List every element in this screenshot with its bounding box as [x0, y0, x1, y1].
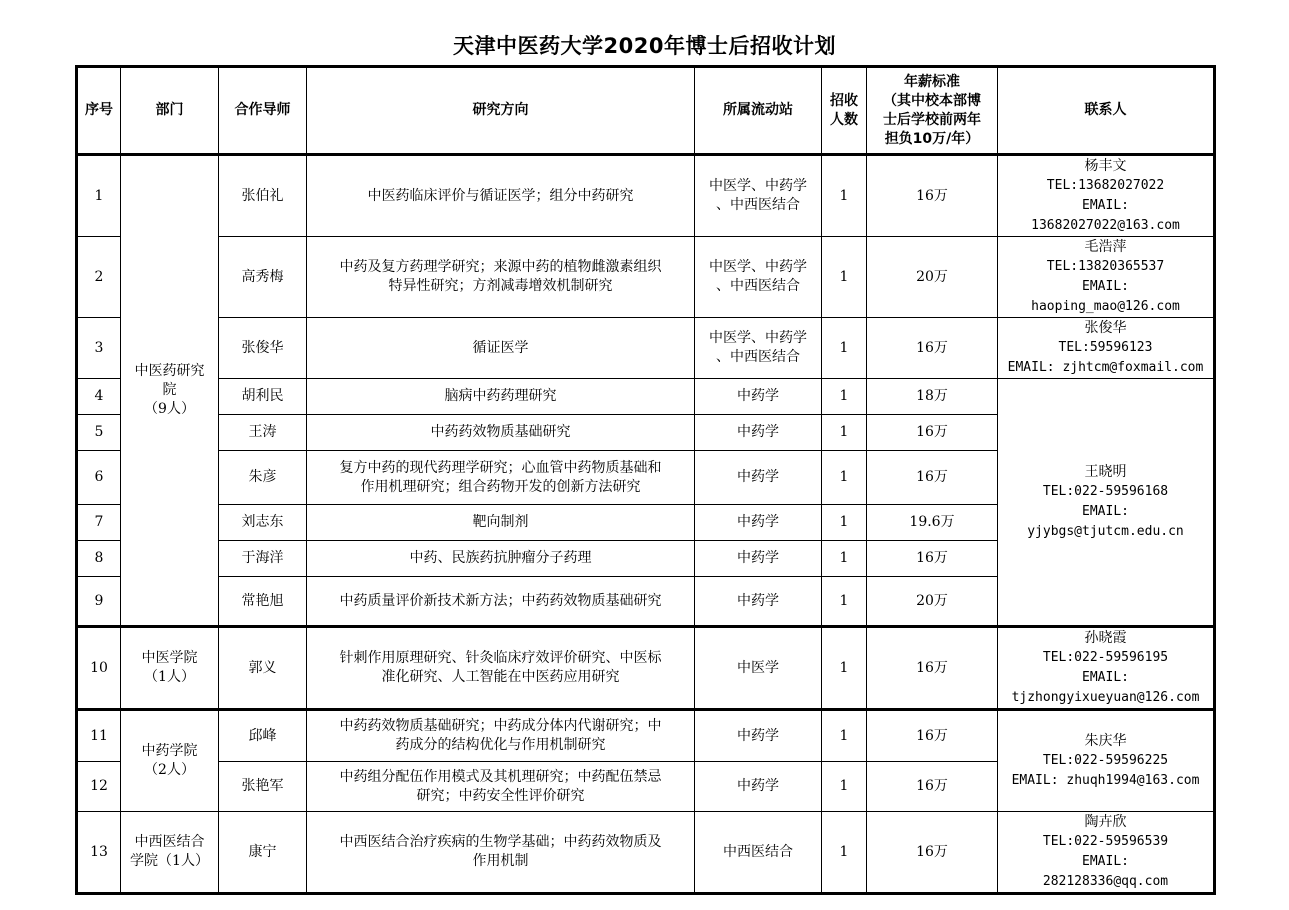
advisor-cell: 高秀梅 — [219, 237, 307, 318]
contact-tel: TEL:022-59596539 — [1042, 834, 1169, 849]
contact-tel: TEL:59596123 — [1058, 340, 1153, 355]
header-row — [77, 67, 1215, 155]
direction-line: 中药药效物质基础研究；中药成分体内代谢研究；中 — [339, 718, 662, 734]
research-direction-cell: 脑病中药药理研究 — [307, 379, 695, 415]
station-cell: 中药学 — [695, 505, 822, 541]
count-cell: 1 — [822, 237, 867, 318]
contact-name: 毛浩萍 — [1084, 239, 1127, 255]
table-row — [77, 627, 1215, 710]
count-cell: 1 — [822, 710, 867, 762]
contact-email[interactable]: yjybgs@tjutcm.edu.cn — [1027, 524, 1184, 539]
contact-email[interactable]: haoping_mao@126.com — [1031, 299, 1180, 314]
contact-cell — [998, 318, 1215, 379]
station-cell: 中药学 — [695, 415, 822, 451]
contact-cell — [998, 812, 1215, 894]
contact-email[interactable]: tjzhongyixueyuan@126.com — [1011, 690, 1200, 705]
row-index: 10 — [77, 627, 121, 710]
header-advisor: 合作导师 — [219, 67, 307, 155]
station-cell: 中药学 — [695, 762, 822, 812]
station-cell: 中药学 — [695, 710, 822, 762]
contact-tel: TEL:13820365537 — [1046, 259, 1165, 274]
direction-line: 针刺作用原理研究、针灸临床疗效评价研究、中医标 — [339, 650, 662, 666]
advisor-cell: 朱彦 — [219, 451, 307, 505]
department-line: 中药学院 — [141, 743, 198, 759]
count-cell: 1 — [822, 451, 867, 505]
research-direction-cell: 中药质量评价新技术新方法；中药药效物质基础研究 — [307, 577, 695, 627]
contact-name: 孙晓霞 — [1084, 630, 1127, 646]
recruitment-table — [75, 65, 1216, 895]
contact-email[interactable]: 282128336@qq.com — [1042, 874, 1169, 889]
advisor-cell: 张俊华 — [219, 318, 307, 379]
station-line: 中医学、中药学 — [709, 259, 807, 275]
row-index: 3 — [77, 318, 121, 379]
department-cell — [121, 155, 219, 627]
salary-cell: 16万 — [867, 155, 998, 237]
research-direction-cell — [307, 451, 695, 505]
contact-email[interactable]: EMAIL: zjhtcm@foxmail.com — [1007, 360, 1204, 375]
department-cell — [121, 710, 219, 812]
count-cell: 1 — [822, 415, 867, 451]
department-line: （1人） — [144, 669, 195, 685]
research-direction-cell: 中药、民族药抗肿瘤分子药理 — [307, 541, 695, 577]
row-index: 6 — [77, 451, 121, 505]
direction-line: 中药及复方药理学研究；来源中药的植物雌激素组织 — [339, 259, 662, 275]
direction-line: 中西医结合治疗疾病的生物学基础；中药药效物质及 — [339, 834, 662, 850]
header-count-line: 招收 — [830, 92, 858, 109]
contact-tel: TEL:022-59596168 — [1042, 484, 1169, 499]
department-line: （2人） — [144, 762, 195, 778]
salary-cell: 16万 — [867, 415, 998, 451]
department-cell — [121, 812, 219, 894]
count-cell: 1 — [822, 318, 867, 379]
station-cell: 中药学 — [695, 541, 822, 577]
direction-line: 药成分的结构优化与作用机制研究 — [395, 737, 606, 753]
salary-cell: 16万 — [867, 812, 998, 894]
header-salary-line: 担负10万/年） — [884, 130, 980, 147]
station-cell: 中西医结合 — [695, 812, 822, 894]
department-line: 中医药研究 — [134, 363, 205, 379]
direction-line: 特异性研究；方剂减毒增效机制研究 — [388, 278, 613, 294]
count-cell: 1 — [822, 379, 867, 415]
header-contact: 联系人 — [998, 67, 1215, 155]
row-index: 2 — [77, 237, 121, 318]
row-index: 7 — [77, 505, 121, 541]
header-salary-line: 士后学校前两年 — [883, 111, 981, 128]
direction-line: 循证医学 — [472, 339, 529, 356]
department-line: （9人） — [144, 401, 195, 417]
research-direction-cell — [307, 710, 695, 762]
header-count — [822, 67, 867, 155]
contact-cell — [998, 379, 1215, 627]
advisor-cell: 于海洋 — [219, 541, 307, 577]
direction-line: 中医药临床评价与循证医学；组分中药研究 — [367, 187, 634, 204]
direction-line: 复方中药的现代药理学研究；心血管中药物质基础和 — [339, 459, 662, 476]
salary-cell: 16万 — [867, 710, 998, 762]
contact-email-label: EMAIL: — [1082, 504, 1129, 519]
contact-email[interactable]: 13682027022@163.com — [1031, 218, 1180, 233]
count-cell: 1 — [822, 577, 867, 627]
contact-cell — [998, 237, 1215, 318]
contact-tel: TEL:13682027022 — [1046, 178, 1165, 193]
direction-line: 研究；中药安全性评价研究 — [416, 787, 585, 804]
row-index: 4 — [77, 379, 121, 415]
station-cell: 中药学 — [695, 379, 822, 415]
research-direction-cell — [307, 237, 695, 318]
header-department: 部门 — [121, 67, 219, 155]
contact-name: 王晓明 — [1084, 464, 1127, 480]
table-row — [77, 155, 1215, 237]
contact-cell — [998, 627, 1215, 710]
contact-email-label: EMAIL: — [1082, 198, 1129, 213]
header-salary-line: （其中校本部博 — [883, 92, 981, 109]
direction-line: 作用机制 — [472, 853, 529, 869]
header-research-direction: 研究方向 — [307, 67, 695, 155]
row-index: 8 — [77, 541, 121, 577]
advisor-cell: 胡利民 — [219, 379, 307, 415]
header-index: 序号 — [77, 67, 121, 155]
contact-tel: TEL:022-59596195 — [1042, 650, 1169, 665]
count-cell: 1 — [822, 762, 867, 812]
row-index: 5 — [77, 415, 121, 451]
row-index: 9 — [77, 577, 121, 627]
advisor-cell: 张艳军 — [219, 762, 307, 812]
table-row — [77, 812, 1215, 894]
contact-email[interactable]: EMAIL: zhuqh1994@163.com — [1011, 773, 1200, 788]
research-direction-cell — [307, 762, 695, 812]
document-title: 天津中医药大学2020年博士后招收计划 — [453, 34, 836, 58]
station-line: 中医学、中药学 — [709, 178, 807, 194]
advisor-cell: 邱峰 — [219, 710, 307, 762]
salary-cell: 16万 — [867, 762, 998, 812]
direction-line: 作用机理研究；组合药物开发的创新方法研究 — [360, 478, 641, 495]
count-cell: 1 — [822, 627, 867, 710]
header-salary — [867, 67, 998, 155]
contact-name: 朱庆华 — [1084, 733, 1127, 749]
direction-line: 中药组分配伍作用模式及其机理研究；中药配伍禁忌 — [339, 768, 662, 785]
station-cell: 中医学 — [695, 627, 822, 710]
header-station: 所属流动站 — [695, 67, 822, 155]
department-line: 中西医结合 — [134, 834, 205, 850]
count-cell: 1 — [822, 541, 867, 577]
direction-line: 准化研究、人工智能在中医药应用研究 — [381, 669, 620, 685]
contact-name: 陶卉欣 — [1084, 814, 1127, 830]
contact-cell — [998, 155, 1215, 237]
research-direction-cell — [307, 812, 695, 894]
station-cell — [695, 318, 822, 379]
research-direction-cell: 靶向制剂 — [307, 505, 695, 541]
research-direction-cell — [307, 318, 695, 379]
table-row — [77, 710, 1215, 762]
station-cell — [695, 237, 822, 318]
salary-cell: 18万 — [867, 379, 998, 415]
contact-tel: TEL:022-59596225 — [1042, 753, 1169, 768]
research-direction-cell: 中药药效物质基础研究 — [307, 415, 695, 451]
station-cell: 中药学 — [695, 577, 822, 627]
advisor-cell: 刘志东 — [219, 505, 307, 541]
salary-cell: 20万 — [867, 577, 998, 627]
station-line: 中医学、中药学 — [709, 330, 807, 346]
row-index: 11 — [77, 710, 121, 762]
department-cell — [121, 627, 219, 710]
contact-name: 杨丰文 — [1084, 158, 1127, 174]
salary-cell: 16万 — [867, 318, 998, 379]
salary-cell: 16万 — [867, 541, 998, 577]
row-index: 13 — [77, 812, 121, 894]
salary-cell: 19.6万 — [867, 505, 998, 541]
count-cell: 1 — [822, 155, 867, 237]
count-cell: 1 — [822, 505, 867, 541]
research-direction-cell — [307, 155, 695, 237]
research-direction-cell — [307, 627, 695, 710]
station-line: 、中西医结合 — [716, 197, 800, 213]
contact-email-label: EMAIL: — [1082, 854, 1129, 869]
department-line: 院 — [162, 382, 177, 398]
station-line: 、中西医结合 — [716, 278, 800, 294]
row-index: 12 — [77, 762, 121, 812]
header-count-line: 人数 — [830, 111, 858, 128]
advisor-cell: 常艳旭 — [219, 577, 307, 627]
advisor-cell: 王涛 — [219, 415, 307, 451]
table-row — [77, 318, 1215, 379]
salary-cell: 20万 — [867, 237, 998, 318]
contact-email-label: EMAIL: — [1082, 670, 1129, 685]
advisor-cell: 郭义 — [219, 627, 307, 710]
station-cell — [695, 155, 822, 237]
count-cell: 1 — [822, 812, 867, 894]
station-line: 、中西医结合 — [716, 349, 800, 365]
salary-cell: 16万 — [867, 627, 998, 710]
contact-name: 张俊华 — [1084, 320, 1127, 336]
contact-cell — [998, 710, 1215, 812]
advisor-cell: 康宁 — [219, 812, 307, 894]
station-cell: 中药学 — [695, 451, 822, 505]
department-line: 学院（1人） — [130, 853, 209, 869]
table-row — [77, 237, 1215, 318]
salary-cell: 16万 — [867, 451, 998, 505]
contact-email-label: EMAIL: — [1082, 279, 1129, 294]
department-line: 中医学院 — [141, 650, 198, 666]
row-index: 1 — [77, 155, 121, 237]
advisor-cell: 张伯礼 — [219, 155, 307, 237]
header-salary-line: 年薪标准 — [904, 73, 960, 90]
table-row — [77, 379, 1215, 415]
